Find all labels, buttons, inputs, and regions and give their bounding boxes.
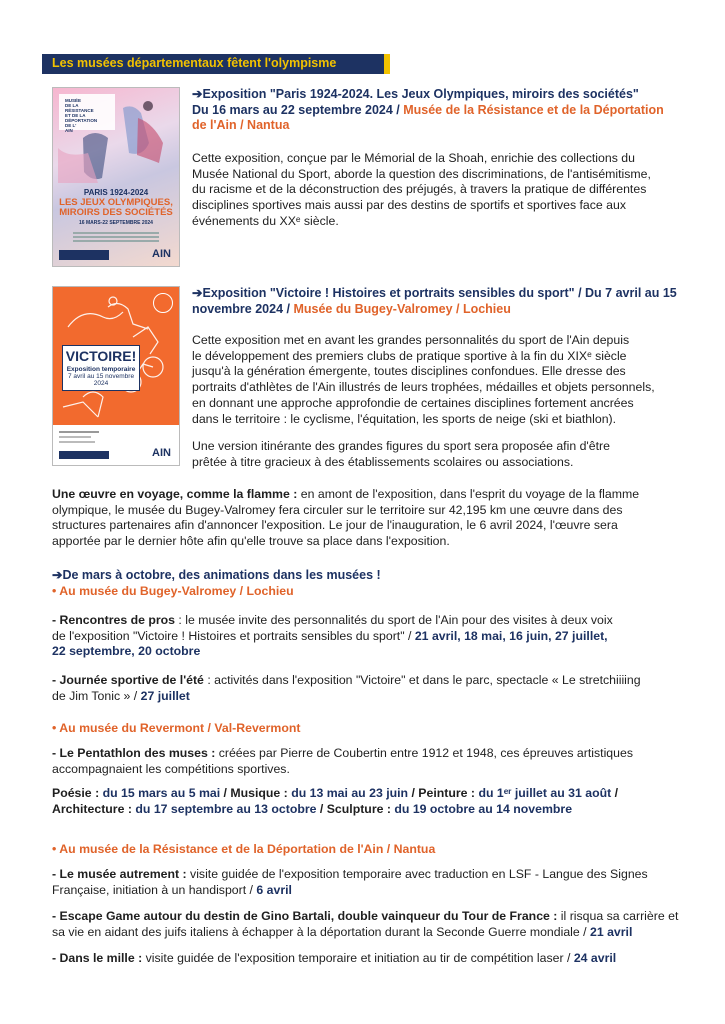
poster-subtitle: Exposition temporaire 7 avril au 15 novembre 2024 xyxy=(66,366,136,387)
voyage-paragraph: Une œuvre en voyage, comme la flamme : en amont de l'exposition, dans l'esprit du voyage de la flamme olympique, le musée du Bugey-Valromey fera circuler sur le territoire sur 42,195 km une œuvre dans des structures partenaires afin d'annoncer l'exposition. Le jour de l'inauguration, le 6 avril 2024, l'œuvre sera apportée par le dernier hôte afin qu'elle trouve sa place dans l'exposition. xyxy=(52,487,640,549)
ain-logo: AIN xyxy=(152,447,171,459)
poster-small-text xyxy=(63,230,169,242)
museum-logo-text: MUSÉE DE LA RÉSISTANCE ET DE LA DÉPORTATION DE L' AIN xyxy=(65,98,98,133)
poster-title: LES JEUX OLYMPIQUES, MIROIRS DES SOCIÉTÉS xyxy=(59,197,173,218)
poster-title: VICTOIRE! xyxy=(65,348,137,364)
arrow-icon: ➔ xyxy=(52,568,63,582)
poster-dates: 16 MARS-22 SEPTEMBRE 2024 xyxy=(79,220,153,226)
museum-heading-resistance: • Au musée de la Résistance et de la Déportation de l'Ain / Nantua xyxy=(52,842,436,856)
musee-autrement: - Le musée autrement : visite guidée de l'exposition temporaire avec traduction en LSF - Langue des Signes Française, initiation à un handisport / 6 avril xyxy=(52,867,648,897)
animations-title: ➔De mars à octobre, des animations dans les musées ! xyxy=(52,568,381,582)
partner-logos xyxy=(59,250,109,260)
arrow-icon: ➔ xyxy=(192,286,203,300)
section-header xyxy=(42,54,384,74)
expo1-description: Cette exposition, conçue par le Mémorial de la Shoah, enrichie des collections du Musée National du Sport, aborde la question des discriminations, de l'antisémitisme, du racisme et de la déconstruction des préjugés, à travers la pratique de différentes disciplines sportives mais aussi par des destins de sportifs et sportives face aux événements du XXᵉ siècle. xyxy=(192,151,651,228)
expo2-travelling-note: Une version itinérante des grandes figures du sport sera proposée afin d'être prêtée à titre gracieux à des établissements scolaires ou associations. xyxy=(192,439,610,469)
expo2-description: Cette exposition met en avant les grandes personnalités du sport de l'Ain depuis le développement des premiers clubs de pratique sportive à la fin du XIXᵉ siècle jusqu'à la génération émergente, toutes disciplines confondues. Elle dresse des portraits d'athlètes de l'Ain illustrés de leurs trophées, médailles et objets personnels, en donnant une approche approfondie de certaines disciplines fortement ancrées dans le territoire : le cyclisme, l'équitation, les sports de neige (ski et biathlon). xyxy=(192,333,655,426)
animations-section xyxy=(52,568,692,599)
ain-logo: AIN xyxy=(152,248,171,260)
poster-victoire xyxy=(52,286,180,466)
pentathlon-dates: Poésie : du 15 mars au 5 mai / Musique : du 13 mai au 23 juin / Peinture : du 1ᵉʳ juillet au 31 août / Architecture : du 17 septembre au 13 octobre / Sculpture : du 19 octobre au 14 novembre xyxy=(52,786,619,816)
athletes-illustration xyxy=(53,88,179,188)
dans-le-mille: - Dans le mille : visite guidée de l'exposition temporaire et initiation au tir de compétition laser / 24 avril xyxy=(52,951,617,965)
section-title: Les musées départementaux fêtent l'olympisme xyxy=(52,56,337,70)
pentathlon-des-muses: - Le Pentathlon des muses : créées par Pierre de Coubertin entre 1912 et 1948, ces épreuves artistiques accompagnaient les compétitions sportives. xyxy=(52,746,633,776)
expo1-title: ➔Exposition "Paris 1924-2024. Les Jeux Olympiques, miroirs des sociétés" Du 16 mars au 22 septembre 2024 / Musée de la Résistance et de la Déportation de l'Ain / Nantua xyxy=(192,87,664,132)
expo2-title: ➔Exposition "Victoire ! Histoires et portraits sensibles du sport" / Du 7 avril au 15 novembre 2024 / Musée du Bugey-Valromey / Lochieu xyxy=(192,286,677,316)
title-box xyxy=(62,345,140,391)
journee-sportive: - Journée sportive de l'été : activités dans l'exposition "Victoire" et dans le parc, spectacle « Le stretchiiiing de Jim Tonic » / 27 juillet xyxy=(52,673,641,703)
rencontres-de-pros: - Rencontres de pros : le musée invite des personnalités du sport de l'Ain pour des visites à deux voix de l'exposition "Victoire ! Histoires et portraits sensibles du sport" / 21 avril, 18 mai, 16 juin, 27 juillet, 22 septembre, 20 octobre xyxy=(52,613,613,659)
header-accent xyxy=(384,54,390,74)
poster-date: PARIS 1924-2024 xyxy=(83,188,149,197)
poster-paris-1924-2024 xyxy=(52,87,180,267)
escape-game: - Escape Game autour du destin de Gino Bartali, double vainqueur du Tour de France : il risqua sa carrière et sa vie en aidant des juifs italiens à échapper à la déportation durant la Seconde Guerre mondiale / 21 avril xyxy=(52,909,679,939)
poster-footer xyxy=(53,425,179,465)
museum-heading-bugey: • Au musée du Bugey-Valromey / Lochieu xyxy=(52,583,294,598)
museum-heading-revermont: • Au musée du Revermont / Val-Revermont xyxy=(52,721,301,735)
arrow-icon: ➔ xyxy=(192,87,203,101)
